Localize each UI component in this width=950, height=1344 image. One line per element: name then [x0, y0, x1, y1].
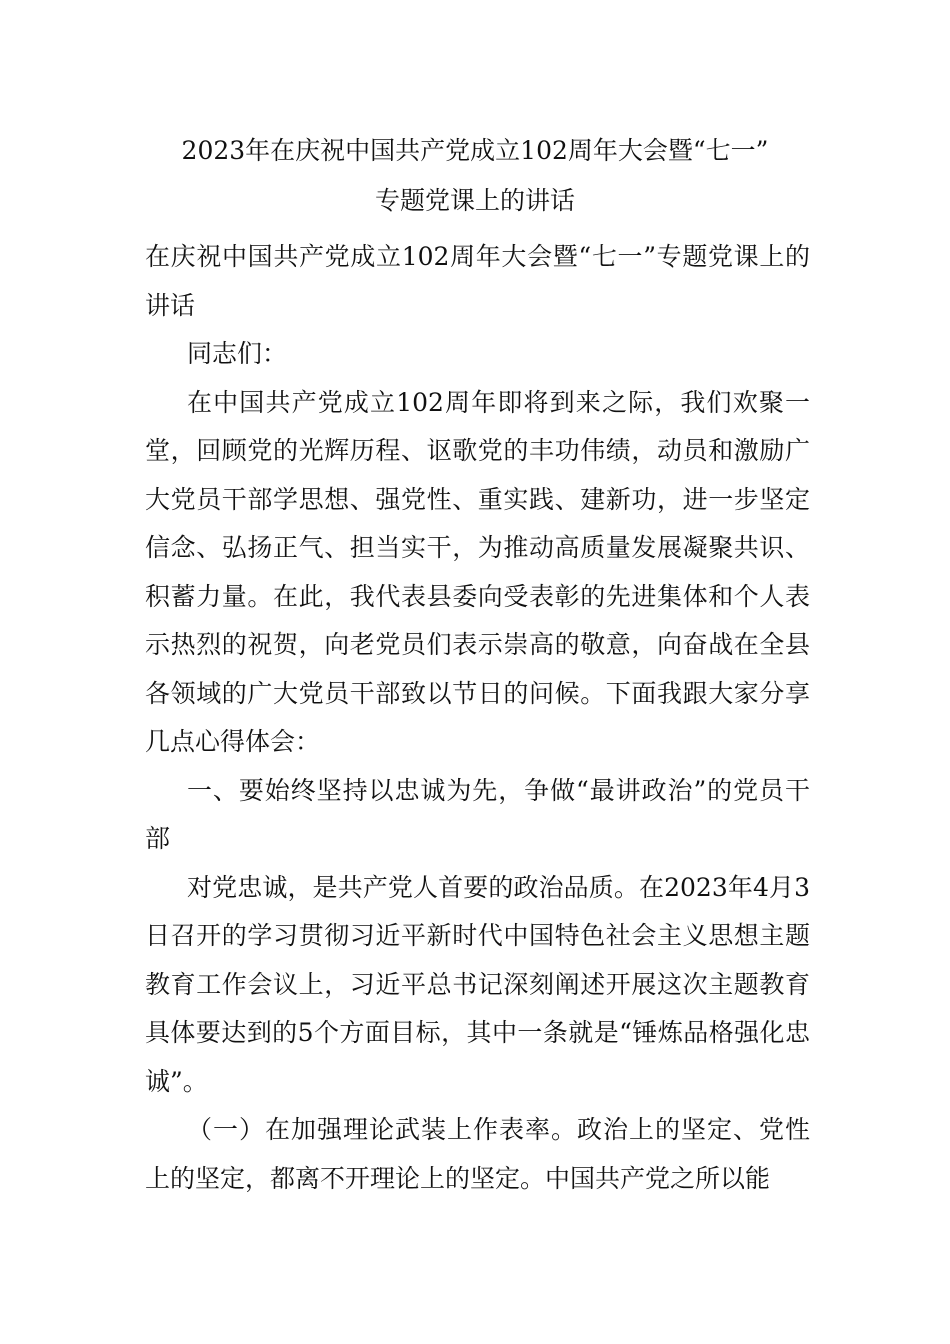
document-body: [145, 233, 810, 1203]
document-title-line-1: 2023年在庆祝中国共产党成立102周年大会暨“七一”: [181, 136, 769, 165]
section-heading-1: 一、要始终坚持以忠诚为先，争做“最讲政治”的党员干部: [145, 775, 810, 853]
opening-paragraph: 在中国共产党成立102周年即将到来之际，我们欢聚一堂，回顾党的光辉历程、讴歌党的丰功伟绩，动员和激励广大党员干部学思想、强党性、重实践、建新功，进一步坚定信念、弘扬正气、担当实干，为推动高质量发展凝聚共识、积蓄力量。在此，我代表县委向受表彰的先进集体和个人表示热烈的祝贺，向老党员们表示崇高的敬意，向奋战在全县各领域的广大党员干部致以节日的问候。下面我跟大家分享几点心得体会：: [145, 387, 810, 756]
loyalty-paragraph: 对党忠诚，是共产党人首要的政治品质。在2023年4月3日召开的学习贯彻习近平新时代中国特色社会主义思想主题教育工作会议上，习近平总书记深刻阐述开展这次主题教育具体要达到的5个方面目标，其中一条就是“锤炼品格强化忠诚”。: [145, 872, 810, 1096]
subsection-heading-1: （一）在加强理论武装上作表率。政治上的坚定、党性上的坚定，都离不开理论上的坚定。中国共产党之所以能: [145, 1115, 810, 1193]
document-title-line-2: 专题党课上的讲话: [374, 186, 575, 215]
subtitle-paragraph: 在庆祝中国共产党成立102周年大会暨“七一”专题党课上的讲话: [145, 242, 810, 320]
salutation-paragraph: 同志们：: [187, 339, 288, 368]
